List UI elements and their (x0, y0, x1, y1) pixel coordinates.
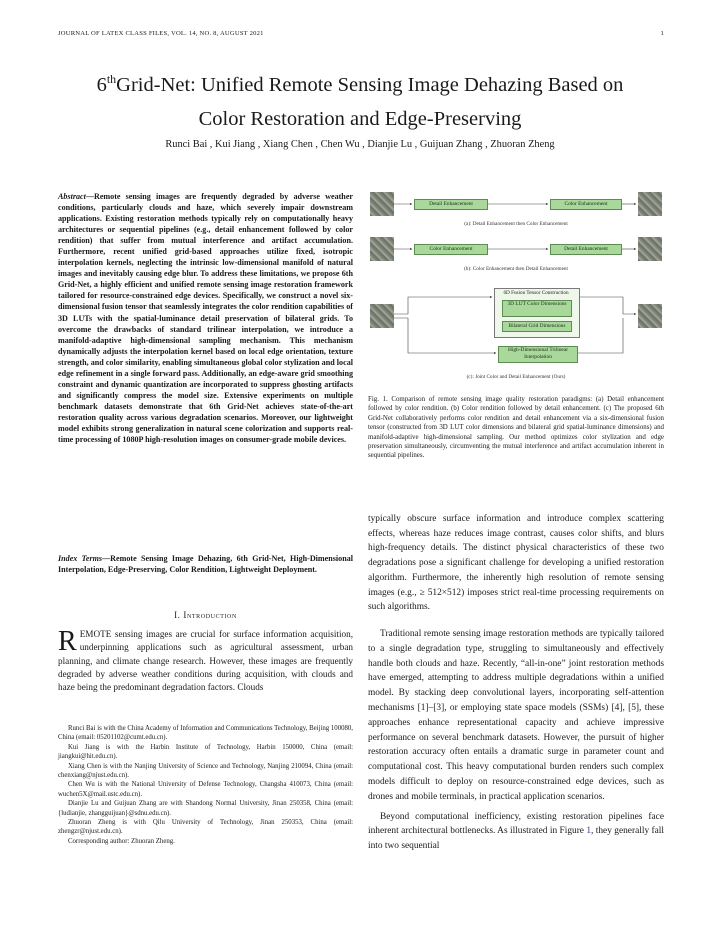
paragraph (368, 810, 664, 854)
figure-caption: Fig. 1. Comparison of remote sensing image quality restoration paradigms: (a) Detail enhancement followed by color rendition. (b) Color rendition followed by detail enhancement. (c) The proposed 6th Grid-Net collaboratively performs color rendition and detail enhancement via a six-dimensional fusion tensor (constructed from 3D LUT color dimensions and bilateral grid spatial-luminance dimensions) and manifold-adaptive high-dimensional sampling. Our method optimizes color stylization and edge preservation simultaneously, circumventing the mutual interference and artifact accumulation inherent in sequential pipelines. (368, 396, 664, 460)
box-trilinear-interpolation: High-Dimensional Trilinear Interpolation (498, 346, 578, 363)
title-sup: th (106, 72, 117, 86)
subcaption-c: (c): Joint Color and Detail Enhancement (Ours) (466, 374, 566, 380)
section-number: I. (174, 610, 181, 620)
footnote: Corresponding author: Zhuoran Zheng. (68, 837, 175, 845)
box-detail-enhancement: Detail Enhancement (550, 244, 622, 255)
fusion-tensor-title: 6D Fusion Tensor Construction (503, 290, 569, 296)
index-terms (58, 553, 353, 575)
abstract-text: —Remote sensing images are frequently degraded by adverse weather conditions, particularly clouds and haze, which severely impair downstream applications. Existing restoration methods typically rely on computationally heavy architectures or sequential pipelines (e.g., detail enhancement followed by color rendition) that suffer from mutual interference and artifact accumulation. Furthermore, recent unified grid-based approaches utilize fixed, isotropic interpolation kernels, neglecting the intrinsic low-dimensional manifold of natural images and inevitably causing edge blur. To address these limitations, we propose 6th Grid-Net, a highly efficient and unified remote sensing image restoration framework tailored for resource-constrained edge devices. Specifically, we construct a novel six-dimensional fusion tensor that seamlessly integrates the color rendition capabilities of 3D LUTs with the spatial-luminance detail preservation of bilateral grids. To overcome the drawbacks of standard trilinear interpolation, we introduce a manifold-adaptive high-dimensional sampling mechanism. This mechanism dynamically adjusts the interpolation kernel based on local edge orientation, texture strength, and color similarity, enabling simultaneous global color stylization and local edge refinement in a single forward pass. Additionally, an edge-aware grid smoothing constraint and dynamic quantization are incorporated to suppress ghosting artifacts and significantly compress the model size. Extensive experiments on multiple benchmark datasets demonstrate that 6th Grid-Net achieves state-of-the-art restoration quality across various degradation scenarios. Moreover, our lightweight model exhibits strong generalization in natural scene colorization and supports real-time processing of 1080P high-resolution images on consumer-grade mobile devices. (58, 192, 353, 445)
title-prefix: 6 (96, 73, 107, 96)
paragraph-continued: typically obscure surface information and introduce complex scattering effects, whereas haze reduces image contrast, causes color shifts, and blurs high-frequency details. The distinct physical characteristics of these two degradations pose a significant challenge for developing a unified restoration algorithm. Furthermore, the inherently high resolution of remote sensing images (e.g., ≥ 512×512) imposes strict real-time processing requirements on such algorithms. (368, 514, 664, 613)
footnote: Runci Bai is with the China Academy of Information and Communications Technology, Beijing 100080, China (email: 05201102@cumt.edu.cn). (58, 725, 353, 742)
footnote: Kui Jiang is with the Harbin Institute of Technology, Harbin 150000, China (email: jiangkui@hit.edu.cn). (58, 743, 353, 761)
drop-cap: R (58, 626, 77, 657)
output-image-thumbnail (638, 192, 662, 216)
footnote: Chen Wu is with the National University of Defense Technology, Changsha 410073, China (email: wuchen5X@mail.ustc.edu.cn). (58, 781, 353, 798)
index-terms-lead: Index Terms (58, 554, 103, 563)
author-list: Runci Bai , Kui Jiang , Xiang Chen , Chen Wu , Dianjie Lu , Guijuan Zhang , Zhuoran Zheng (165, 139, 555, 150)
box-bilateral-grid: Bilateral Grid Dimensions (502, 321, 572, 332)
body-paragraphs (368, 627, 664, 859)
output-image-thumbnail (638, 304, 662, 328)
title-line2: Color Restoration and Edge-Preserving (198, 107, 522, 130)
footnote: Xiang Chen is with the Nanjing University of Science and Technology, Nanjing 210094, China (email: chenxiang@njust.edu.cn). (58, 762, 353, 780)
output-image-thumbnail (638, 237, 662, 261)
figure-link[interactable]: 1 (586, 826, 592, 837)
input-image-thumbnail (370, 304, 394, 328)
drop-cap-rest: EMOTE (79, 629, 112, 639)
subcaption-b: (b): Color Enhancement then Detail Enhancement (464, 266, 568, 272)
paragraph-text: Beyond computational inefficiency, existing restoration pipelines face inherent architectural bottlenecks. As illustrated in Figure (368, 811, 664, 837)
box-3d-lut: 3D LUT Color Dimensions (502, 300, 572, 317)
paper-title (40, 62, 680, 136)
box-color-enhancement: Color Enhancement (550, 199, 622, 210)
journal-name: JOURNAL OF LATEX CLASS FILES, VOL. 14, NO. 8, AUGUST 2021 (58, 30, 264, 37)
intro-paragraph (58, 628, 353, 694)
box-color-enhancement: Color Enhancement (414, 244, 488, 255)
footnote: Dianjie Lu and Guijuan Zhang are with Shandong Normal University, Jinan 250358, China (email: {ludianjie, zhangguijuan}@sdnu.edu.cn). (58, 800, 353, 817)
footnote: Zhuoran Zheng is with Qilu University of Technology, Jinan 250353, China (email: zhengzr@njust.edu.cn). (58, 819, 353, 836)
abstract-lead: Abstract (58, 192, 86, 201)
body-paragraph (368, 512, 664, 615)
page-number: 1 (660, 30, 664, 37)
paragraph: Traditional remote sensing image restoration methods are typically tailored to a single degradation type, struggling to simultaneously and effectively handle both clouds and haze. Recently, “all-in-one” joint restoration methods have emerged, attempting to address multiple degradations within a unified model. By stacking deep convolutional layers, incorporating self-attention mechanisms [1]–[3], or employing state space models (SSMs) [4], [5], these approaches enhance representational capacity and achieve impressive performance on several benchmark datasets. However, the pursuit of higher restoration accuracy often entails a dramatic surge in parameter count and computational cost. This heavy computational burden renders such complex models difficult to deploy on resource-constrained edge devices, such as drones and mobile terminals, in practical application scenarios. (368, 629, 664, 802)
input-image-thumbnail (370, 192, 394, 216)
author-footnotes (58, 724, 353, 846)
section-heading (58, 610, 353, 620)
abstract (58, 191, 353, 445)
index-terms-text: —Remote Sensing Image Dehazing, 6th Grid-Net, High-Dimensional Interpolation, Edge-Preserving, Color Rendition, Lightweight Deployment. (58, 554, 353, 575)
intro-text: sensing images are crucial for surface information acquisition, underpinning applications such as agricultural assessment, urban planning, and climate change research. However, these images are frequently degraded by adverse weather conditions during acquisition, with clouds and haze being the predominant degradation factors. Clouds (58, 629, 353, 693)
section-title: Introduction (183, 610, 237, 620)
running-header (58, 30, 664, 37)
paragraph-text: , they generally fall into two sequential (368, 826, 664, 852)
input-image-thumbnail (370, 237, 394, 261)
title-line1: Grid-Net: Unified Remote Sensing Image Dehazing Based on (116, 73, 624, 96)
figure-1 (368, 190, 664, 390)
box-detail-enhancement: Detail Enhancement (414, 199, 488, 210)
subcaption-a: (a): Detail Enhancement then Color Enhancement (464, 221, 568, 227)
